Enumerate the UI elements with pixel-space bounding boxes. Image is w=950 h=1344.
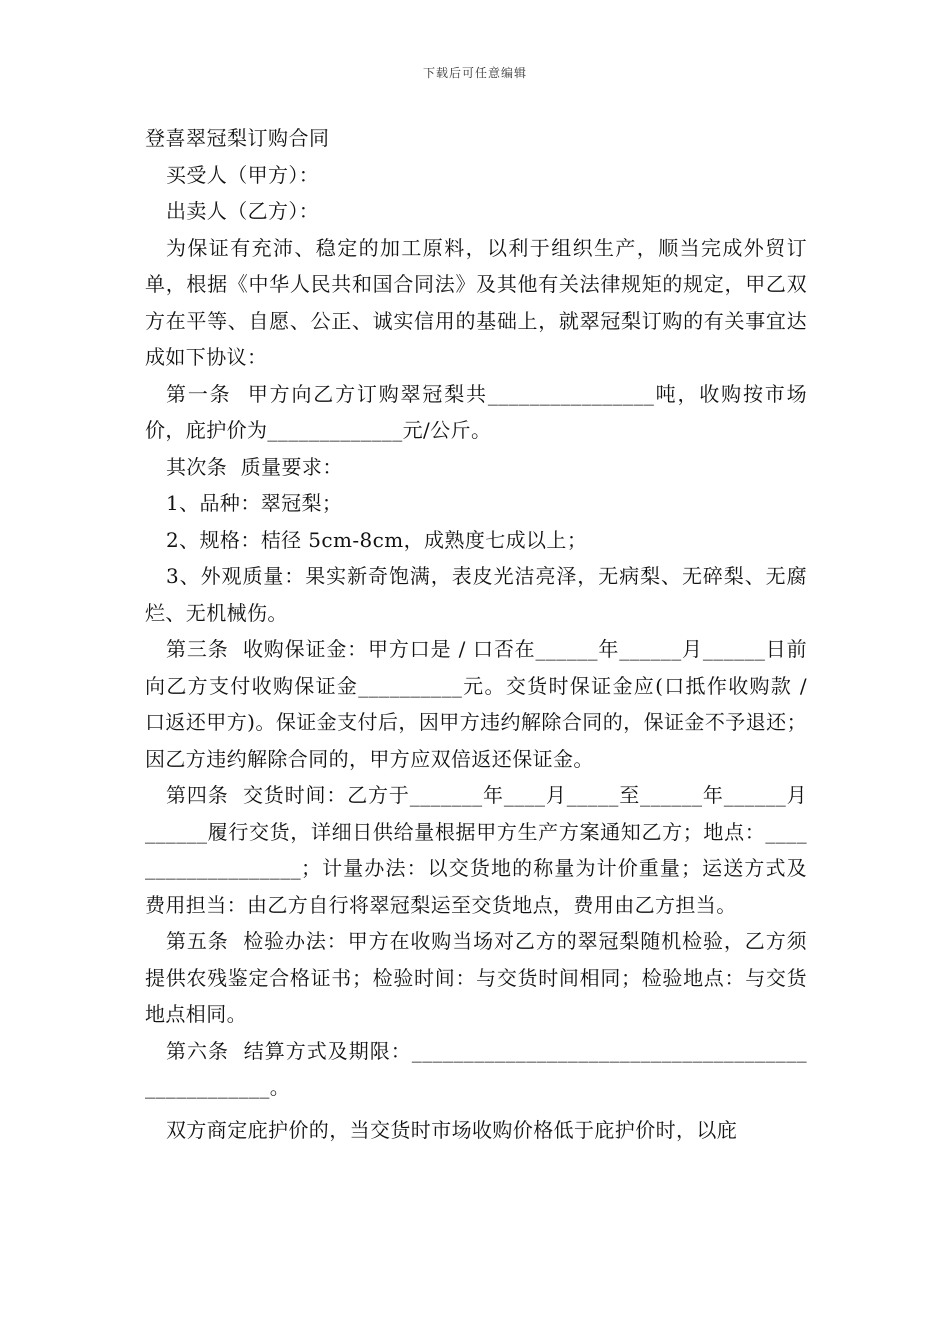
contract-body — [145, 120, 814, 1148]
quality-item-2: 2、规格：桔径 5cm-8cm，成熟度七成以上； — [166, 527, 588, 552]
buyer-line: 买受人（甲方）： — [166, 162, 320, 187]
seller-line: 出卖人（乙方）： — [166, 199, 320, 223]
quality-item-3: 3、外观质量：果实新奇饱满，表皮光洁亮泽，无病梨、无碎梨、无腐烂、无机械伤。 — [145, 564, 807, 625]
page-header: 下载后可任意编辑 — [422, 66, 527, 80]
intro-paragraph: 为保证有充沛、稳定的加工原料，以利于组织生产，顺当完成外贸订单，根据《中华人民共和国合同法》及其他有关法律规矩的规定，甲乙双方在平等、自愿、公正、诚实信用的基础上，就翠冠梨订购的有关事宜达成如下协议： — [145, 235, 807, 369]
article-6: 第六条 结算方式及期限：__________________________________________________。 — [145, 1038, 807, 1099]
article-2-title: 其次条 质量要求： — [166, 454, 343, 479]
article-4: 第四条 交货时间：乙方于_______年____月_____至______年______月______履行交货，详细日供给量根据甲方生产方案通知乙方；地点：___________________；计量办法：以交货地的称量为计价重量；运送方式及费用担当：由乙方自行将翠冠梨运至交货地点，费用由乙方担当。 — [145, 783, 807, 917]
article-1: 第一条 甲方向乙方订购翠冠梨共________________吨，收购按市场价，庇护价为_____________元/公斤。 — [145, 381, 807, 442]
article-5: 第五条 检验办法：甲方在收购当场对乙方的翠冠梨随机检验，乙方须提供农残鉴定合格证书；检验时间：与交货时间相同；检验地点：与交货地点相同。 — [145, 929, 807, 1026]
quality-item-1: 1、品种：翠冠梨； — [166, 491, 343, 515]
contract-title: 登喜翠冠梨订购合同 — [145, 126, 330, 150]
closing-paragraph: 双方商定庇护价的，当交货时市场收购价格低于庇护价时，以庇 — [166, 1117, 738, 1142]
article-3: 第三条 收购保证金：甲方口是 / 口否在______年______月______日前向乙方支付收购保证金__________元。交货时保证金应(口抵作收购款 / 口返还甲方)。保证金支付后，因甲方违约解除合同的，保证金不予退还；因乙方违约解除合同的，甲方应双倍返还保证金。 — [145, 637, 814, 771]
